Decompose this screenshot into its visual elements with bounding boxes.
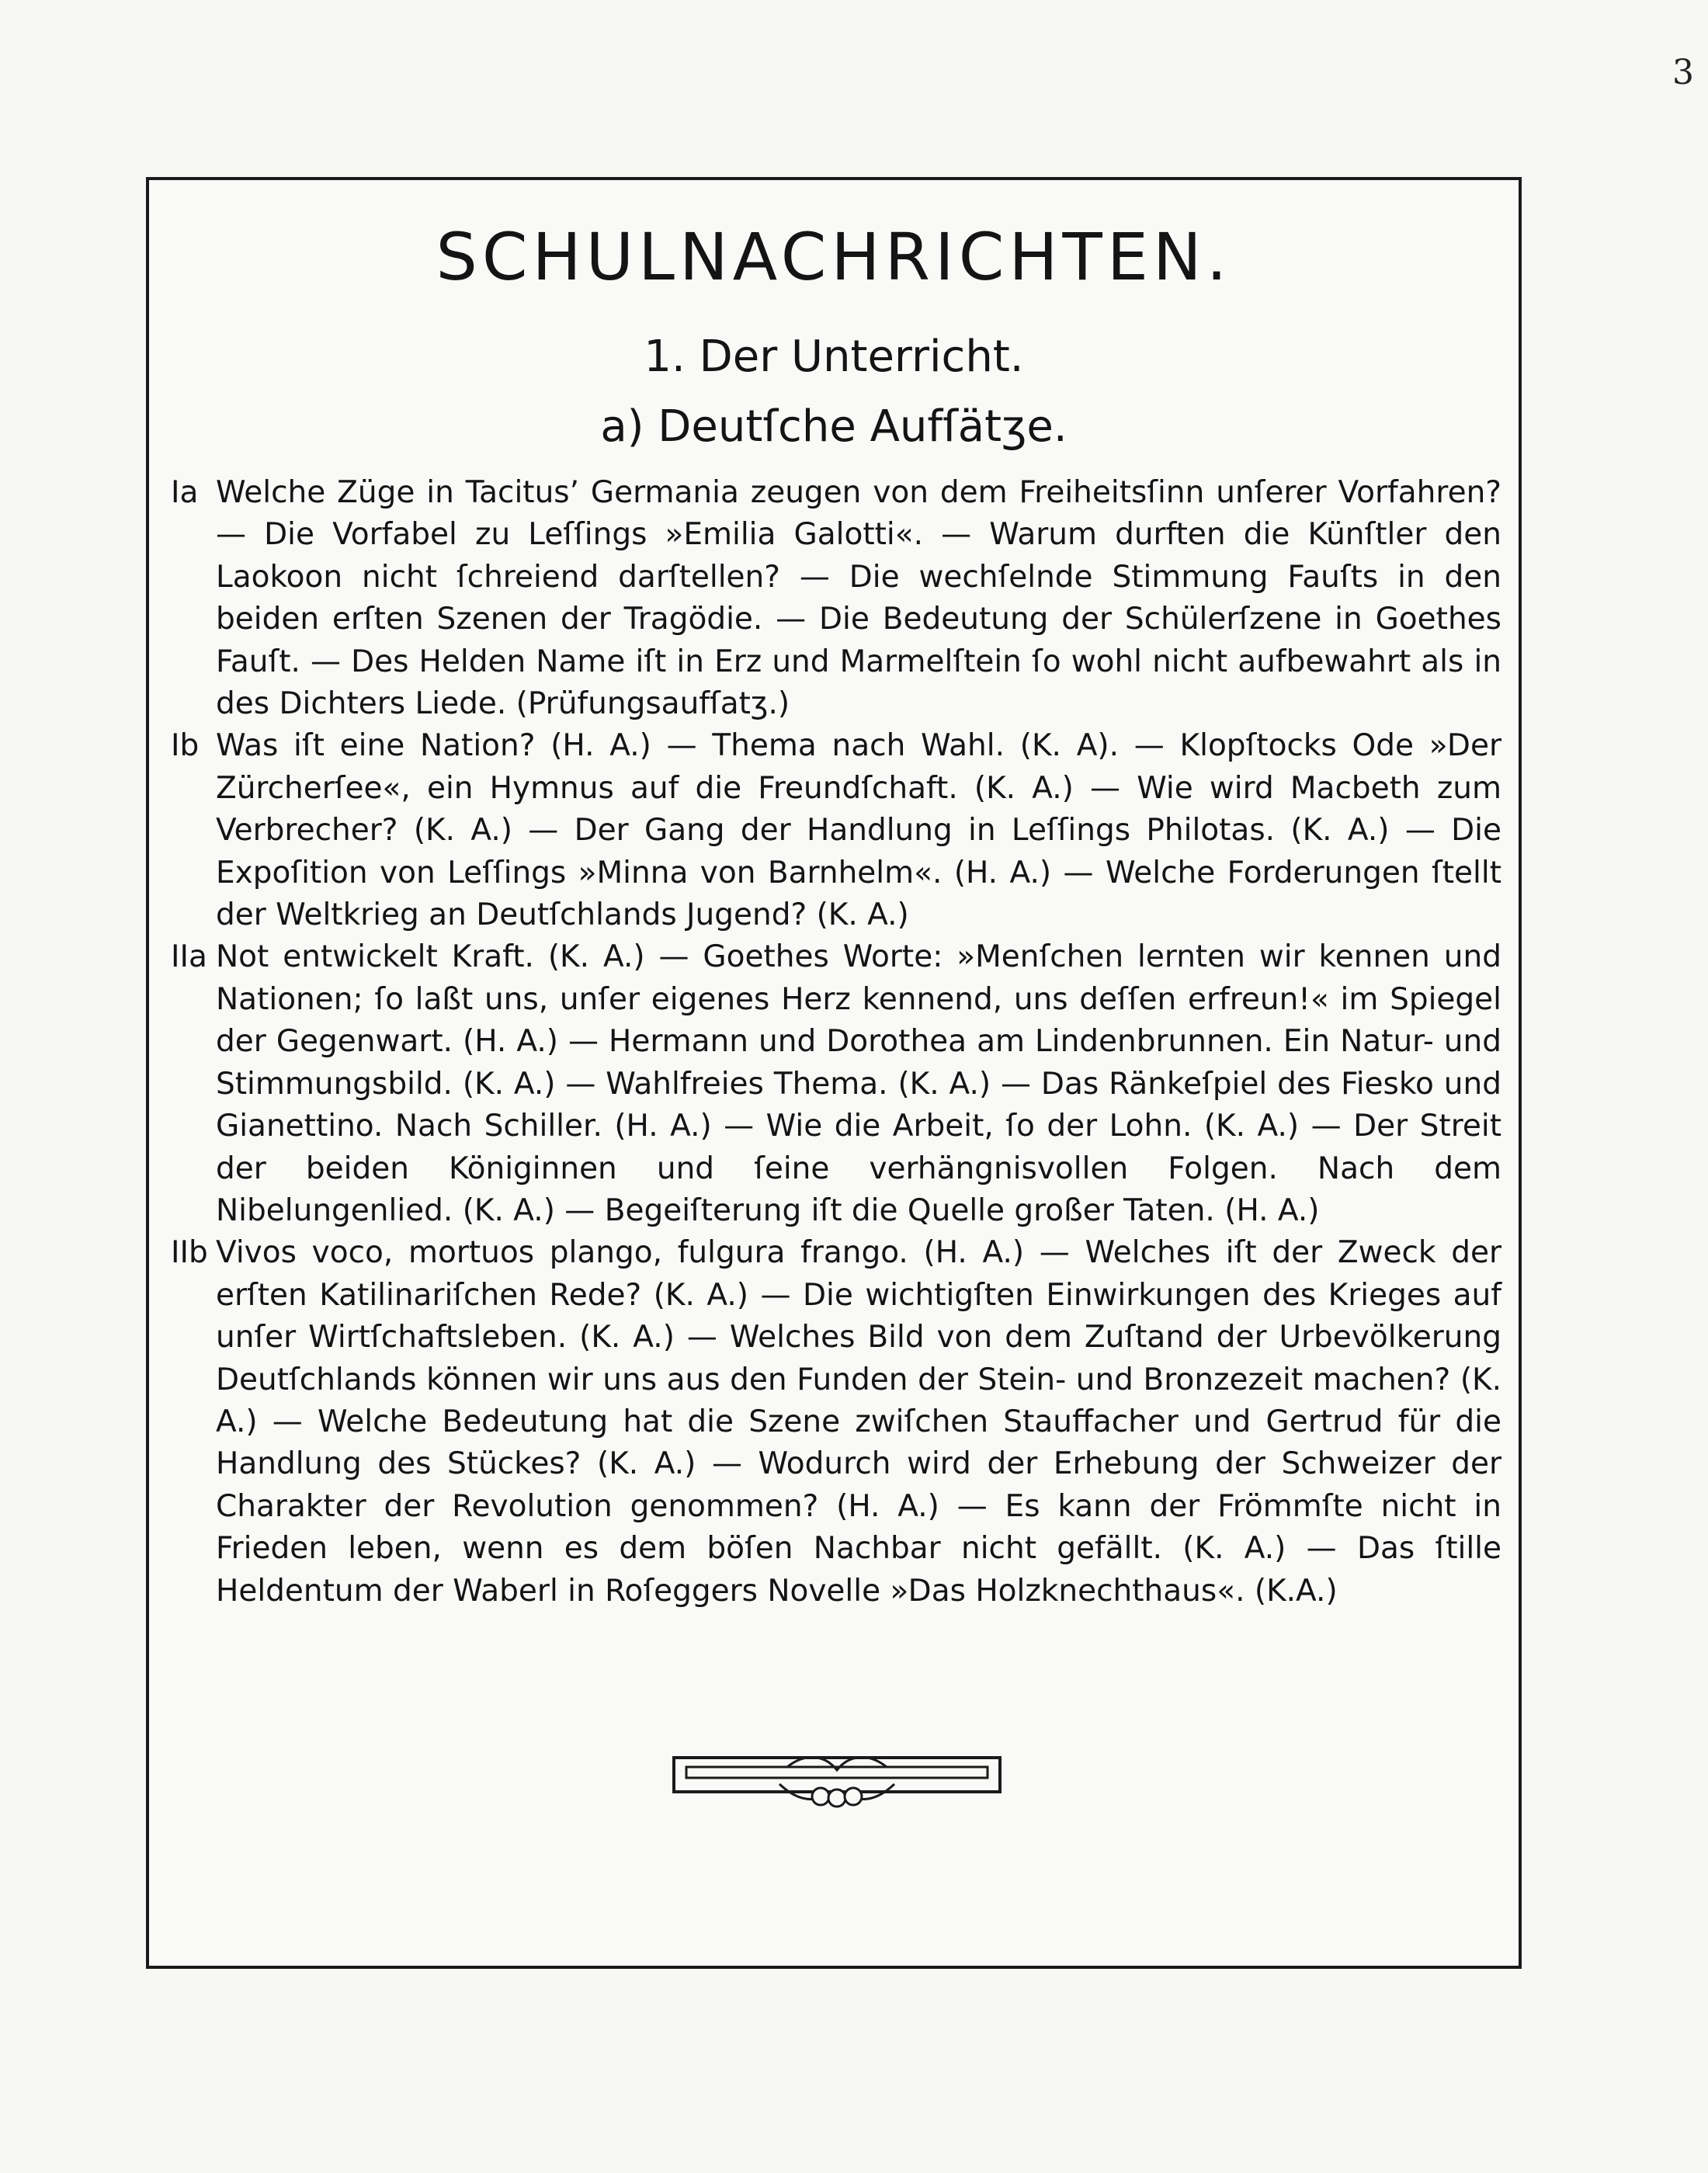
class-label: IIa xyxy=(171,939,207,975)
essay-topics-text: Welche Züge in Tacitus’ Germania zeugen von dem Freiheitsſinn unſerer Vorfahren? — Die Vorfabel zu Leſſings »Emilia Galotti«. — Warum durften die Künſtler den Laokoon nicht ſchreiend darſtellen? — Die wechſelnde Stimmung Fauſts in den beiden erſten Szenen der Tragödie. — Die Bedeutung der Schülerſzene in Goethes Fauſt. — Des Helden Name iſt in Erz und Marmelſtein ſo wohl nicht aufbewahrt als in des Dichters Liede. (Prüfungsaufſatʒ.) xyxy=(216,475,1501,722)
list-item xyxy=(171,472,1501,725)
class-label: Ib xyxy=(171,728,200,764)
page-number: 3 xyxy=(1672,53,1694,92)
page-title: SCHULNACHRICHTEN. xyxy=(436,219,1232,295)
subsection-heading: a) Deutſche Aufſätʒe. xyxy=(600,401,1068,452)
list-item xyxy=(171,725,1501,936)
content-frame xyxy=(146,177,1522,1969)
class-label: Ia xyxy=(171,475,199,510)
decorative-ornament-icon xyxy=(671,1747,1003,1814)
essay-topics-text: Not entwickelt Kraft. (K. A.) — Goethes Worte: »Menſchen lernten wir kennen und Nationen; ſo laßt uns, unſer eigenes Herz kennend, uns deſſen erfreun!« im Spiegel der Gegenwart. (H. A.) — Hermann und Dorothea am Lindenbrunnen. Ein Natur- und Stimmungsbild. (K. A.) — Wahlfreies Thema. (K. A.) — Das Ränkeſpiel des Fiesko und Gianettino. Nach Schiller. (H. A.) — Wie die Arbeit, ſo der Lohn. (K. A.) — Der Streit der beiden Königinnen und ſeine verhängnisvollen Folgen. Nach dem Nibelungenlied. (K. A.) — Begeiſterung iſt die Quelle großer Taten. (H. A.) xyxy=(216,939,1501,1228)
list-item xyxy=(171,936,1501,1232)
essay-topics-text: Vivos voco, mortuos plango, fulgura frango. (H. A.) — Welches iſt der Zweck der erſten Katilinariſchen Rede? (K. A.) — Die wichtigſten Einwirkungen des Krieges auf unſer Wirtſchaftsleben. (K. A.) — Welches Bild von dem Zuſtand der Urbevölkerung Deutſchlands können wir uns aus den Funden der Stein- und Bronzezeit machen? (K. A.) — Welche Bedeutung hat die Szene zwiſchen Stauffacher und Gertrud für die Handlung des Stückes? (K. A.) — Wodurch wird der Erhebung der Schweizer der Charakter der Revolution genommen? (H. A.) — Es kann der Frömmſte nicht in Frieden leben, wenn es dem böſen Nachbar nicht gefällt. (K. A.) — Das ſtille Heldentum der Waberl in Roſeggers Novelle »Das Holzknechthaus«. (K.A.) xyxy=(216,1235,1501,1609)
list-item xyxy=(171,1232,1501,1612)
essay-topics-text: Was iſt eine Nation? (H. A.) — Thema nach Wahl. (K. A). — Klopſtocks Ode »Der Zürcherſee«, ein Hymnus auf die Freundſchaft. (K. A.) — Wie wird Macbeth zum Verbrecher? (K. A.) — Der Gang der Handlung in Leſſings Philotas. (K. A.) — Die Expoſition von Leſſings »Minna von Barnhelm«. (H. A.) — Welche Forderungen ſtellt der Weltkrieg an Deutſchlands Jugend? (K. A.) xyxy=(216,728,1501,933)
essay-topic-list xyxy=(171,472,1501,1612)
class-label: IIb xyxy=(171,1235,208,1271)
section-heading: 1. Der Unterricht. xyxy=(644,332,1024,382)
